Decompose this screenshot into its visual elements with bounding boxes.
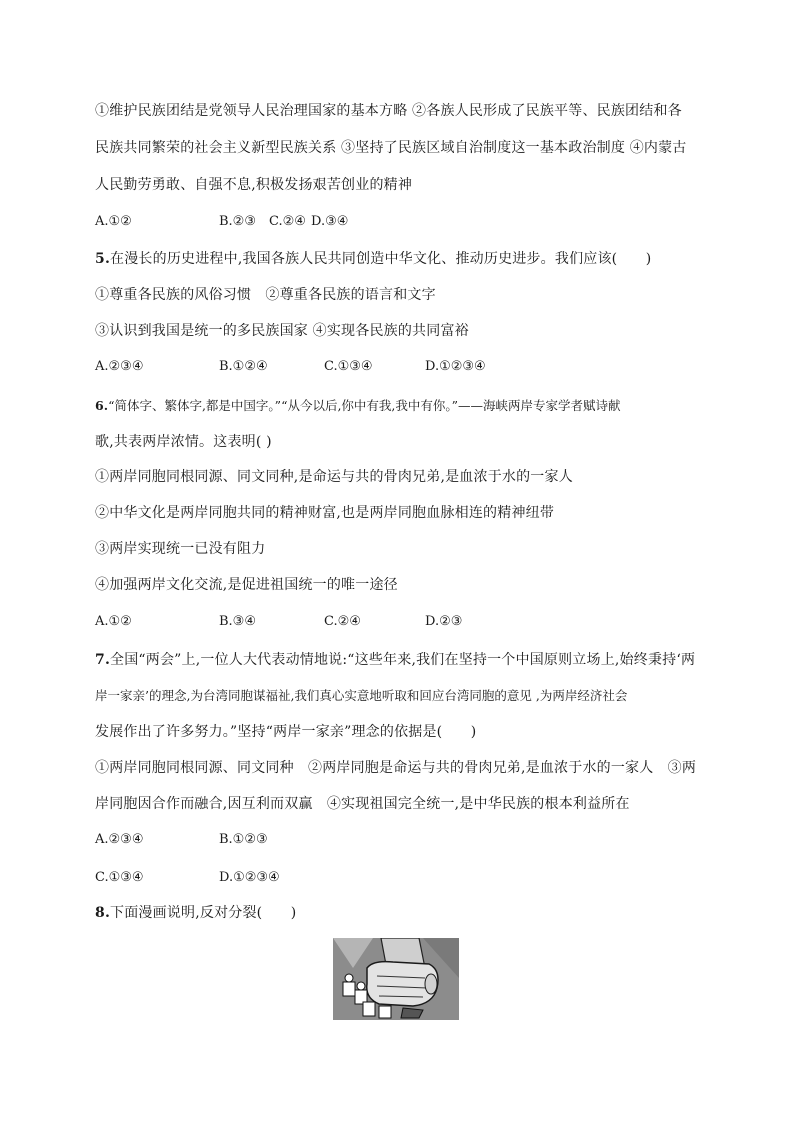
q6-item-1: ①两岸同胞同根同源、同文同种,是命运与共的骨肉兄弟,是血浓于水的一家人 [95, 469, 573, 485]
q7-stem-line-2: 岸一家亲’的理念,为台湾同胞谋福祉,我们真心实意地听取和回应台湾同胞的意见 ,为两岸经济社会 [95, 688, 628, 703]
q4-statement-line-3: 人民勤劳勇敢、自强不息,积极发扬艰苦创业的精神 [95, 177, 413, 193]
q8-stem-text: 下面漫画说明,反对分裂( ) [110, 905, 297, 921]
q7-option-c[interactable]: C.①③④ [95, 870, 144, 885]
fist-cartoon-image [333, 938, 459, 1020]
q6-option-a[interactable]: A.①② [95, 614, 132, 629]
q4-option-b[interactable]: B.②③ [219, 214, 256, 229]
q4-option-a[interactable]: A.①② [95, 214, 132, 229]
q4-statement-line-1: ①维护民族团结是党领导人民治理国家的基本方略 ②各族人民形成了民族平等、民族团结和各 [95, 103, 682, 119]
q5-item-line-2: ③认识到我国是统一的多民族国家 ④实现各民族的共同富裕 [95, 323, 469, 339]
cartoon-illustration [333, 938, 459, 1020]
q7-stem-line-3: 发展作出了许多努力。”坚持“两岸一家亲”理念的依据是( ) [95, 724, 477, 740]
q7-option-d[interactable]: D.①②③④ [219, 870, 280, 885]
q6-item-4: ④加强两岸文化交流,是促进祖国统一的唯一途径 [95, 577, 398, 593]
q6-stem-line-1 [95, 396, 705, 416]
q5-stem [95, 249, 705, 269]
q6-stem-text-1: “简体字、繁体字,都是中国字。”“从今以后,你中有我,我中有你。”——海峡两岸专家学者赋诗献 [108, 398, 621, 413]
q6-option-d[interactable]: D.②③ [425, 614, 463, 629]
q5-option-c[interactable]: C.①③④ [324, 359, 373, 374]
q6-item-3: ③两岸实现统一已没有阻力 [95, 541, 266, 557]
q7-option-a[interactable]: A.②③④ [95, 832, 144, 847]
q5-number: 5. [95, 251, 111, 267]
q7-option-b[interactable]: B.①②③ [219, 832, 268, 847]
q5-item-line-1: ①尊重各民族的风俗习惯 ②尊重各民族的语言和文字 [95, 287, 436, 303]
q7-item-line-1: ①两岸同胞同根同源、同文同种 ②两岸同胞是命运与共的骨肉兄弟,是血浓于水的一家人 ③两 [95, 760, 697, 776]
q8-stem [95, 903, 705, 923]
q5-option-b[interactable]: B.①②④ [219, 359, 268, 374]
q6-option-b[interactable]: B.③④ [219, 614, 256, 629]
q8-number: 8. [95, 905, 111, 921]
q7-stem-text-1: 全国“两会”上,一位人大代表动情地说:“这些年来,我们在坚持一个中国原则立场上,始终秉持‘两 [110, 652, 696, 668]
q4-option-c[interactable]: C.②④ [269, 214, 306, 229]
q4-option-d[interactable]: D.③④ [311, 214, 349, 229]
q6-option-c[interactable]: C.②④ [324, 614, 361, 629]
q6-item-2: ②中华文化是两岸同胞共同的精神财富,也是两岸同胞血脉相连的精神纽带 [95, 505, 555, 521]
q6-stem-line-2: 歌,共表两岸浓情。这表明( ) [95, 434, 272, 450]
q7-number: 7. [95, 652, 111, 668]
q6-number: 6. [95, 398, 109, 413]
q5-stem-text: 在漫长的历史进程中,我国各族人民共同创造中华文化、推动历史进步。我们应该( ) [110, 251, 652, 267]
q7-stem-line-1 [95, 650, 705, 670]
q4-statement-line-2: 民族共同繁荣的社会主义新型民族关系 ③坚持了民族区域自治制度这一基本政治制度 ④内蒙古 [95, 140, 687, 156]
q5-option-a[interactable]: A.②③④ [95, 359, 144, 374]
q7-item-line-2: 岸同胞因合作而融合,因互利而双赢 ④实现祖国完全统一,是中华民族的根本利益所在 [95, 796, 630, 812]
q5-option-d[interactable]: D.①②③④ [425, 359, 486, 374]
